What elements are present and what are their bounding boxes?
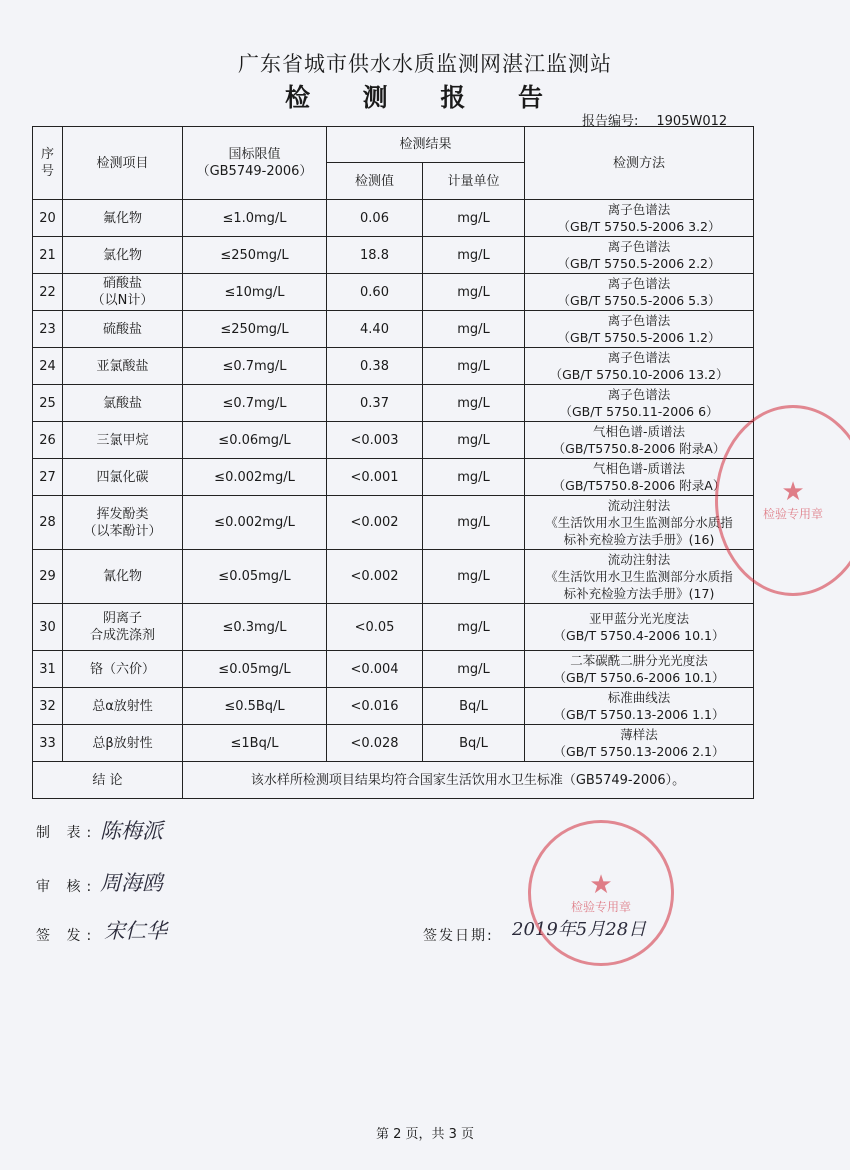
table-row	[33, 459, 754, 496]
row-limit: ≤0.7mg/L	[183, 385, 327, 422]
row-number: 21	[33, 237, 63, 274]
row-value: 18.8	[327, 237, 423, 274]
row-number: 26	[33, 422, 63, 459]
row-method: 薄样法 （GB/T 5750.13-2006 2.1）	[525, 725, 754, 762]
row-limit: ≤1Bq/L	[183, 725, 327, 762]
row-method: 气相色谱-质谱法 （GB/T5750.8-2006 附录A）	[525, 459, 754, 496]
row-unit: mg/L	[423, 237, 525, 274]
row-number: 31	[33, 651, 63, 688]
row-method: 气相色谱-质谱法 （GB/T5750.8-2006 附录A）	[525, 422, 754, 459]
table-row	[33, 348, 754, 385]
organization-name: 广东省城市供水水质监测网湛江监测站	[238, 52, 612, 76]
header-result: 检测结果	[327, 127, 525, 163]
issue-date-signature: 2019年5月28日	[512, 919, 647, 940]
row-limit: ≤250mg/L	[183, 237, 327, 274]
side-seal-stamp: ★ 检验专用章	[715, 405, 850, 596]
row-method: 流动注射法 《生活饮用水卫生监测部分水质指 标补充检验方法手册》(16)	[525, 496, 754, 550]
row-item: 三氯甲烷	[63, 422, 183, 459]
row-unit: mg/L	[423, 274, 525, 311]
row-value: <0.003	[327, 422, 423, 459]
prepared-label: 制 表:	[36, 825, 98, 841]
row-value: <0.016	[327, 688, 423, 725]
reviewed-by	[36, 876, 97, 896]
table-row	[33, 651, 754, 688]
row-unit: mg/L	[423, 348, 525, 385]
table-row	[33, 496, 754, 550]
row-value: 0.38	[327, 348, 423, 385]
row-item: 总β放射性	[63, 725, 183, 762]
row-method: 离子色谱法 （GB/T 5750.5-2006 1.2）	[525, 311, 754, 348]
row-number: 30	[33, 604, 63, 651]
table-row	[33, 237, 754, 274]
row-value: 4.40	[327, 311, 423, 348]
conclusion-row	[33, 762, 754, 799]
row-unit: Bq/L	[423, 688, 525, 725]
main-seal-stamp: ★ 检验专用章	[528, 820, 674, 966]
row-item: 阴离子 合成洗涤剂	[63, 604, 183, 651]
row-method: 离子色谱法 （GB/T 5750.5-2006 2.2）	[525, 237, 754, 274]
table-row	[33, 725, 754, 762]
row-limit: ≤0.5Bq/L	[183, 688, 327, 725]
approved-by	[36, 925, 97, 945]
row-unit: mg/L	[423, 459, 525, 496]
conclusion-label: 结 论	[33, 762, 183, 799]
row-method: 离子色谱法 （GB/T 5750.10-2006 13.2）	[525, 348, 754, 385]
row-method: 标准曲线法 （GB/T 5750.13-2006 1.1）	[525, 688, 754, 725]
row-item: 硝酸盐 （以N计）	[63, 274, 183, 311]
row-item: 氰化物	[63, 550, 183, 604]
row-unit: mg/L	[423, 422, 525, 459]
row-number: 23	[33, 311, 63, 348]
header-value: 检测值	[327, 163, 423, 200]
report-title: 检 测 报 告	[284, 83, 566, 112]
row-value: <0.002	[327, 550, 423, 604]
row-item: 氯化物	[63, 237, 183, 274]
row-unit: mg/L	[423, 311, 525, 348]
issue-date-label: 签发日期:	[423, 928, 494, 944]
row-value: 0.37	[327, 385, 423, 422]
table-row	[33, 200, 754, 237]
header-seq: 序 号	[33, 127, 63, 200]
prepared-signature: 陈梅派	[100, 819, 163, 843]
conclusion-text: 该水样所检测项目结果均符合国家生活饮用水卫生标准（GB5749-2006）。	[183, 762, 754, 799]
page-number: 第 2 页，共 3 页	[375, 1127, 475, 1142]
table-row	[33, 688, 754, 725]
table-row	[33, 604, 754, 651]
row-unit: mg/L	[423, 550, 525, 604]
table-row	[33, 422, 754, 459]
row-limit: ≤0.002mg/L	[183, 459, 327, 496]
row-item: 四氯化碳	[63, 459, 183, 496]
row-method: 二苯碳酰二肼分光光度法 （GB/T 5750.6-2006 10.1）	[525, 651, 754, 688]
approved-label: 签 发:	[36, 928, 98, 944]
table-row	[33, 550, 754, 604]
prepared-by	[36, 822, 97, 842]
row-limit: ≤0.7mg/L	[183, 348, 327, 385]
header-unit: 计量单位	[423, 163, 525, 200]
row-item: 硫酸盐	[63, 311, 183, 348]
row-method: 离子色谱法 （GB/T 5750.5-2006 3.2）	[525, 200, 754, 237]
row-unit: mg/L	[423, 200, 525, 237]
results-table	[32, 126, 754, 799]
row-limit: ≤0.3mg/L	[183, 604, 327, 651]
table-row	[33, 274, 754, 311]
row-value: <0.002	[327, 496, 423, 550]
row-item: 亚氯酸盐	[63, 348, 183, 385]
row-limit: ≤0.05mg/L	[183, 651, 327, 688]
header-method: 检测方法	[525, 127, 754, 200]
report-number-value: 1905W012	[656, 114, 728, 129]
row-number: 20	[33, 200, 63, 237]
row-number: 27	[33, 459, 63, 496]
row-number: 25	[33, 385, 63, 422]
row-item: 氯酸盐	[63, 385, 183, 422]
header-limit: 国标限值 （GB5749-2006）	[183, 127, 327, 200]
row-item: 氟化物	[63, 200, 183, 237]
row-value: 0.06	[327, 200, 423, 237]
row-number: 32	[33, 688, 63, 725]
row-value: <0.004	[327, 651, 423, 688]
reviewed-signature: 周海鸥	[100, 871, 163, 895]
row-limit: ≤0.06mg/L	[183, 422, 327, 459]
row-value: <0.05	[327, 604, 423, 651]
row-method: 流动注射法 《生活饮用水卫生监测部分水质指 标补充检验方法手册》(17)	[525, 550, 754, 604]
row-value: <0.028	[327, 725, 423, 762]
row-number: 22	[33, 274, 63, 311]
row-method: 亚甲蓝分光光度法 （GB/T 5750.4-2006 10.1）	[525, 604, 754, 651]
row-method: 离子色谱法 （GB/T 5750.11-2006 6）	[525, 385, 754, 422]
row-number: 33	[33, 725, 63, 762]
row-unit: Bq/L	[423, 725, 525, 762]
approved-signature: 宋仁华	[104, 919, 167, 943]
row-limit: ≤1.0mg/L	[183, 200, 327, 237]
row-method: 离子色谱法 （GB/T 5750.5-2006 5.3）	[525, 274, 754, 311]
row-unit: mg/L	[423, 651, 525, 688]
table-row	[33, 311, 754, 348]
row-limit: ≤250mg/L	[183, 311, 327, 348]
row-number: 28	[33, 496, 63, 550]
row-item: 挥发酚类 （以苯酚计）	[63, 496, 183, 550]
row-item: 总α放射性	[63, 688, 183, 725]
row-limit: ≤0.002mg/L	[183, 496, 327, 550]
report-number-label: 报告编号:	[582, 114, 639, 129]
row-limit: ≤0.05mg/L	[183, 550, 327, 604]
reviewed-label: 审 核:	[36, 879, 98, 895]
row-number: 24	[33, 348, 63, 385]
row-unit: mg/L	[423, 604, 525, 651]
header-item: 检测项目	[63, 127, 183, 200]
row-unit: mg/L	[423, 385, 525, 422]
row-unit: mg/L	[423, 496, 525, 550]
row-limit: ≤10mg/L	[183, 274, 327, 311]
row-value: <0.001	[327, 459, 423, 496]
row-number: 29	[33, 550, 63, 604]
row-value: 0.60	[327, 274, 423, 311]
row-item: 铬（六价）	[63, 651, 183, 688]
table-row	[33, 385, 754, 422]
